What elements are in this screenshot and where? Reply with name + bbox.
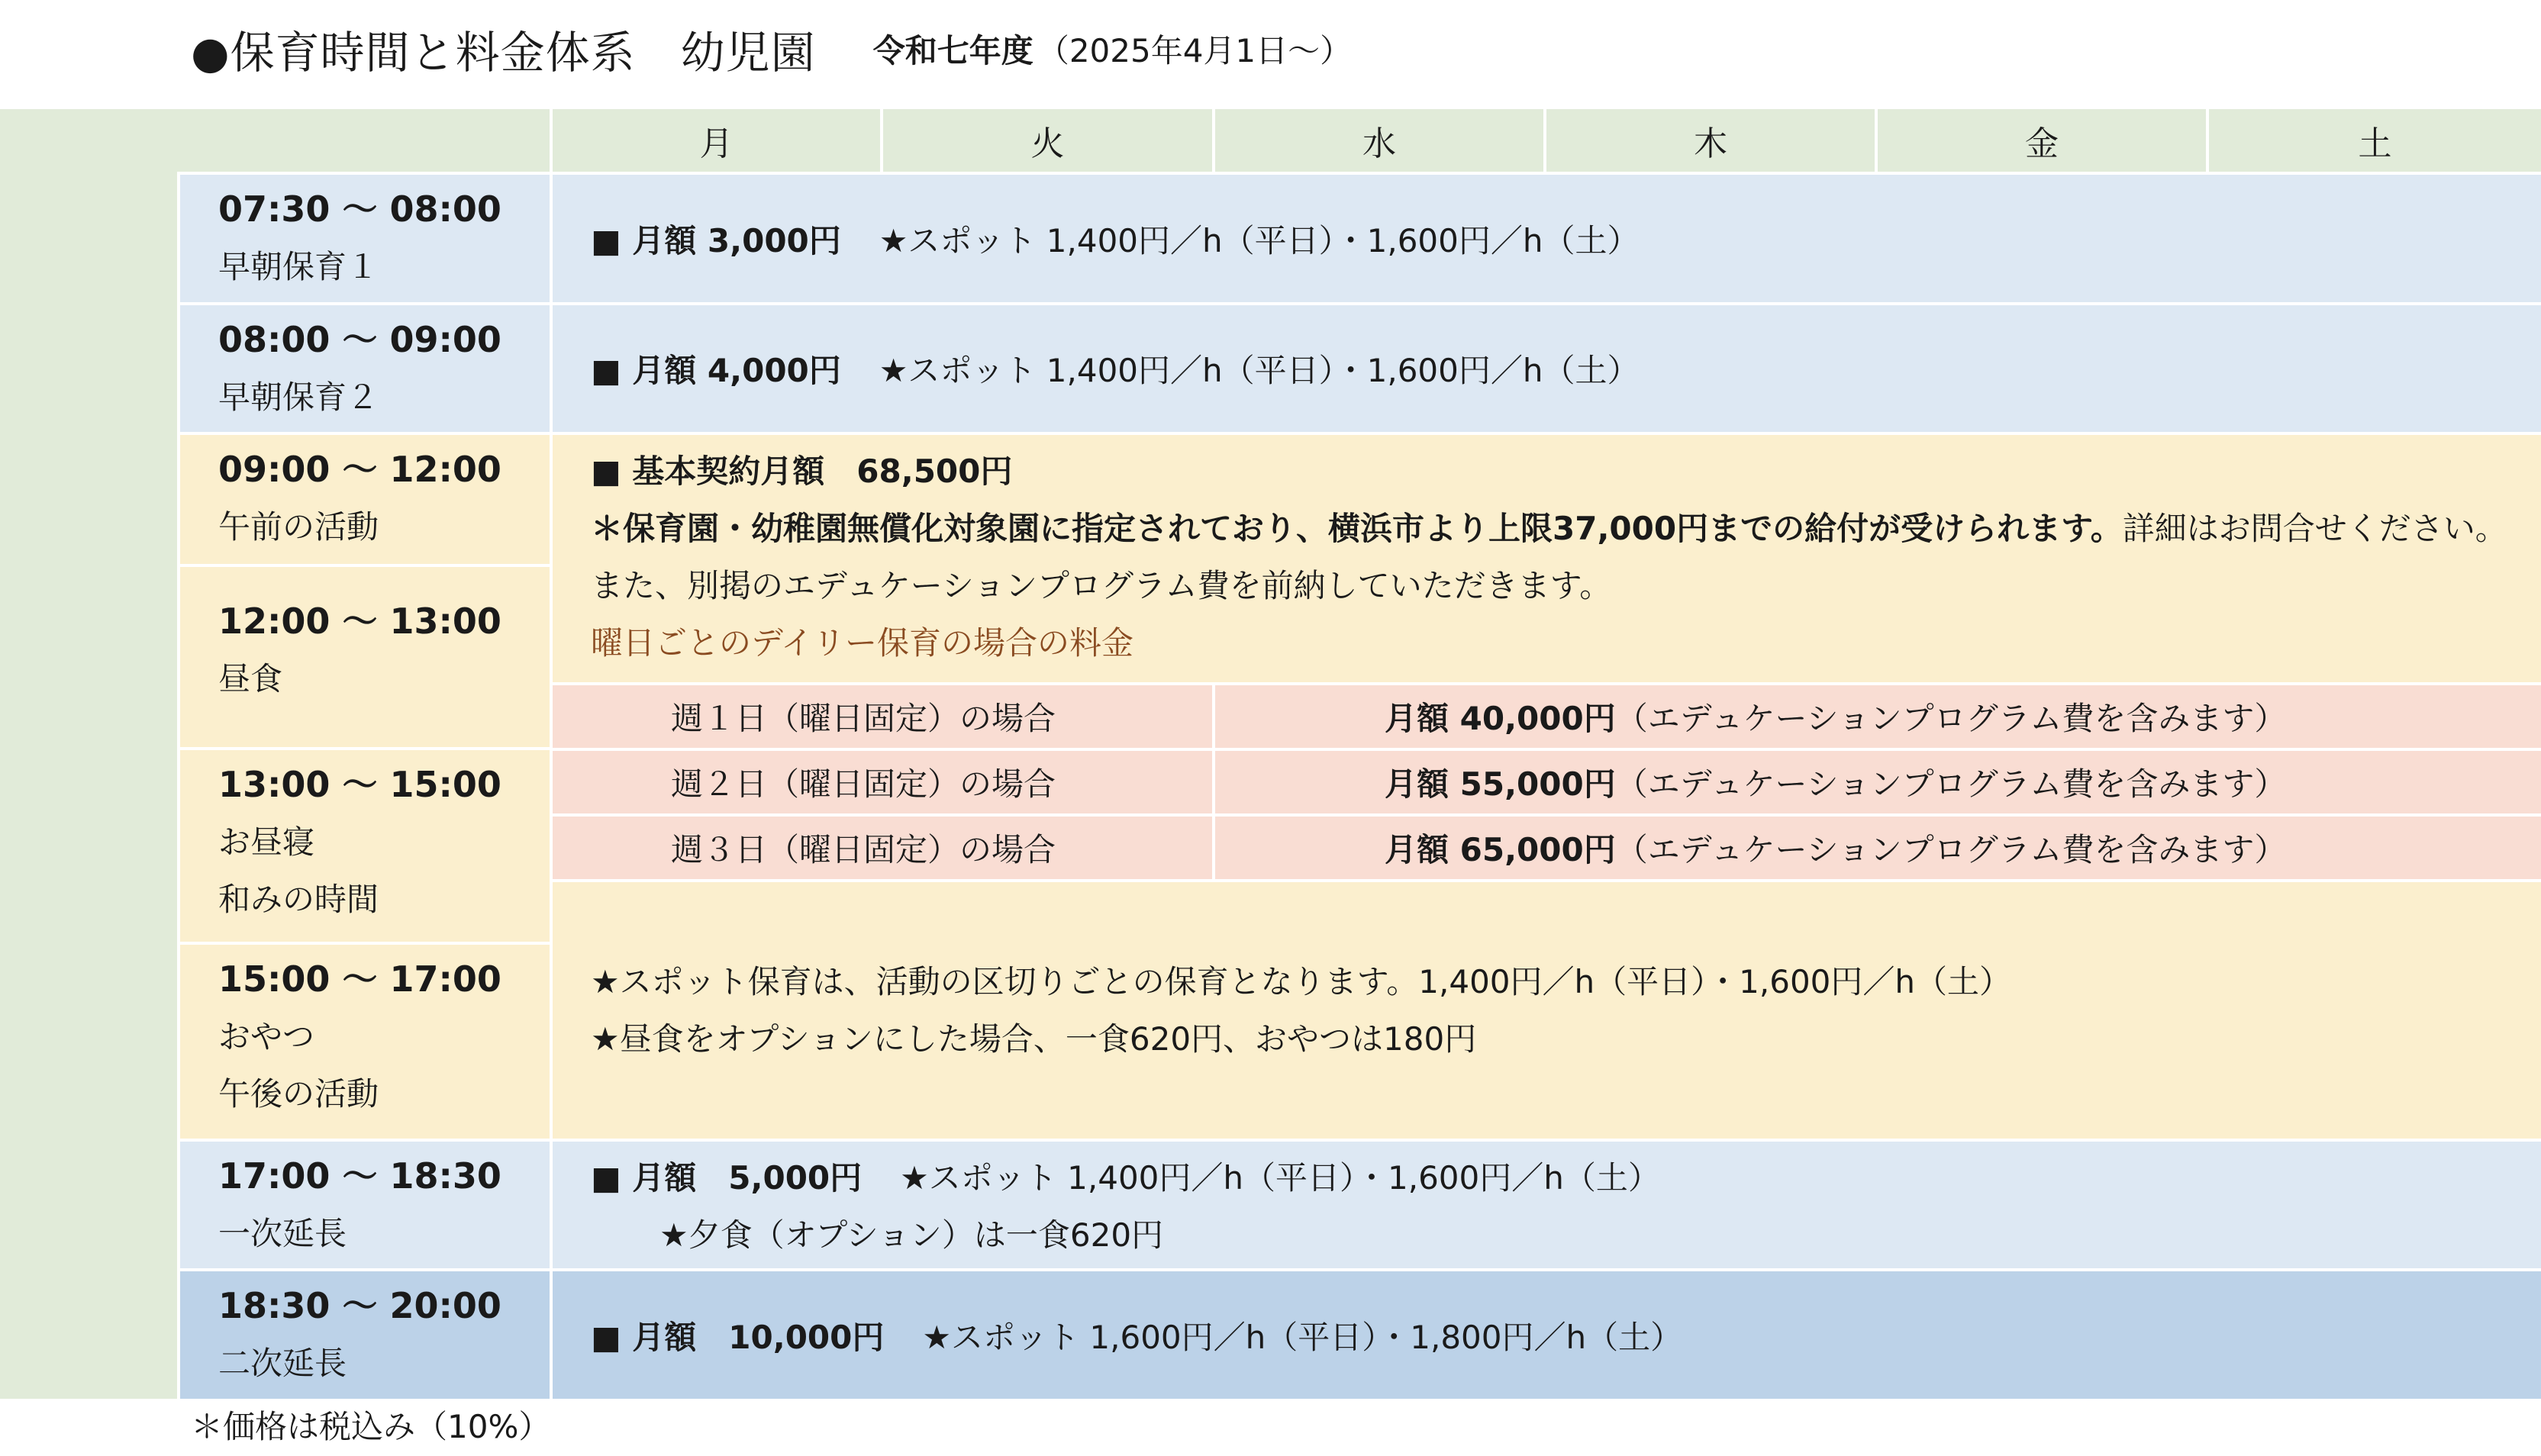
spot-fee: ★スポット 1,400円／h（平日）・1,600円／h（土） <box>879 221 1640 259</box>
lunch-option-line: ★昼食をオプションにした場合、一食620円、おやつは180円 <box>591 1020 1477 1058</box>
monthly-fee: ■ 月額 4,000円 <box>591 352 841 389</box>
dinner-option: ★夕食（オプション）は一食620円 <box>659 1216 1164 1254</box>
time-slot-morning <box>177 432 550 564</box>
weekly-plan-label: 週１日（曜日固定）の場合 <box>550 682 1212 748</box>
time-slot-ext2 <box>177 1268 550 1399</box>
day-header-tue: 火 <box>880 109 1212 172</box>
time-slot-early1 <box>177 172 550 302</box>
early2-fee-row <box>550 302 2541 432</box>
time-range: 18:30 〜 20:00 <box>218 1285 501 1326</box>
day-header-thu: 木 <box>1543 109 1875 172</box>
weekly-plan-price <box>1212 682 2541 748</box>
time-range: 17:00 〜 18:30 <box>218 1155 501 1197</box>
monthly-fee: ■ 月額 3,000円 <box>591 221 841 259</box>
slot-name: 昼食 <box>218 660 283 697</box>
monthly-fee: ■ 月額 5,000円 <box>591 1159 863 1197</box>
slot-name: 二次延長 <box>218 1345 347 1382</box>
day-header-mon: 月 <box>550 109 880 172</box>
slot-name: おやつ <box>218 1018 315 1055</box>
ext1-fee-row <box>550 1139 2541 1268</box>
plan-price: 月額 40,000円 <box>1385 700 1616 737</box>
time-slot-afternoon <box>177 942 550 1139</box>
slot-name: 午後の活動 <box>218 1075 379 1113</box>
time-slot-lunch <box>177 564 550 747</box>
slot-name: お昼寝 <box>218 823 315 861</box>
time-range: 07:30 〜 08:00 <box>218 188 501 230</box>
day-header-fri: 金 <box>1875 109 2206 172</box>
time-range: 15:00 〜 17:00 <box>218 958 501 1000</box>
monthly-fee: ■ 月額 10,000円 <box>591 1318 885 1356</box>
weekly-plan-label: 週３日（曜日固定）の場合 <box>550 813 1212 879</box>
weekly-plan-label: 週２日（曜日固定）の場合 <box>550 748 1212 813</box>
plan-note: （エデュケーションプログラム費を含みます） <box>1615 831 2287 868</box>
slot-name: 午前の活動 <box>218 508 379 546</box>
weekly-plan-price <box>1212 748 2541 813</box>
daily-care-caption: 曜日ごとのデイリー保育の場合の料金 <box>591 624 1134 662</box>
slot-name: 早朝保育２ <box>218 378 379 416</box>
slot-name: 一次延長 <box>218 1215 347 1252</box>
slot-name: 和みの時間 <box>218 881 379 918</box>
spot-fee: ★スポット 1,600円／h（平日）・1,800円／h（土） <box>922 1318 1683 1356</box>
plan-note: （エデュケーションプログラム費を含みます） <box>1615 765 2287 803</box>
subsidy-note-bold: ＊保育園・幼稚園無償化対象園に指定されており、横浜市より上限37,000円までの給付が受けられます。 <box>591 510 2123 547</box>
time-slot-nap <box>177 747 550 942</box>
left-band <box>0 109 177 1399</box>
page-title <box>191 17 1352 78</box>
title-main: ●保育時間と料金体系 幼児園 <box>191 27 816 79</box>
spot-info-block <box>550 879 2541 1139</box>
weekly-plan-price <box>1212 813 2541 879</box>
title-date: （2025年4月1日〜） <box>1037 32 1353 69</box>
ext2-fee-row <box>550 1268 2541 1399</box>
spot-fee: ★スポット 1,400円／h（平日）・1,600円／h（土） <box>900 1159 1660 1197</box>
basic-contract-block <box>550 432 2541 682</box>
time-range: 08:00 〜 09:00 <box>218 319 501 360</box>
tax-footnote: ＊価格は税込み（10%） <box>191 1408 551 1445</box>
basic-monthly-fee: ■ 基本契約月額 68,500円 <box>591 453 1013 490</box>
subsidy-note <box>591 500 2526 614</box>
time-range: 13:00 〜 15:00 <box>218 764 501 805</box>
slot-name: 早朝保育１ <box>218 248 379 285</box>
time-slot-ext1 <box>177 1139 550 1268</box>
day-header-wed: 水 <box>1212 109 1543 172</box>
early1-fee-row <box>550 172 2541 302</box>
plan-price: 月額 65,000円 <box>1385 831 1616 868</box>
plan-price: 月額 55,000円 <box>1385 765 1616 803</box>
time-range: 12:00 〜 13:00 <box>218 601 501 642</box>
title-year: 令和七年度 <box>872 32 1033 69</box>
spot-info-line: ★スポット保育は、活動の区切りごとの保育となります。1,400円／h（平日）・1,600円／h（土） <box>591 963 2012 1000</box>
subsidy-note-rest: 詳細はお問合せください。また、別掲のエデュケーションプログラム費を前納していただきます。 <box>591 510 2507 604</box>
time-range: 09:00 〜 12:00 <box>218 449 501 490</box>
plan-note: （エデュケーションプログラム費を含みます） <box>1615 700 2287 737</box>
spot-fee: ★スポット 1,400円／h（平日）・1,600円／h（土） <box>879 352 1640 389</box>
day-header-sat: 土 <box>2206 109 2541 172</box>
time-slot-early2 <box>177 302 550 432</box>
header-corner <box>177 109 550 172</box>
